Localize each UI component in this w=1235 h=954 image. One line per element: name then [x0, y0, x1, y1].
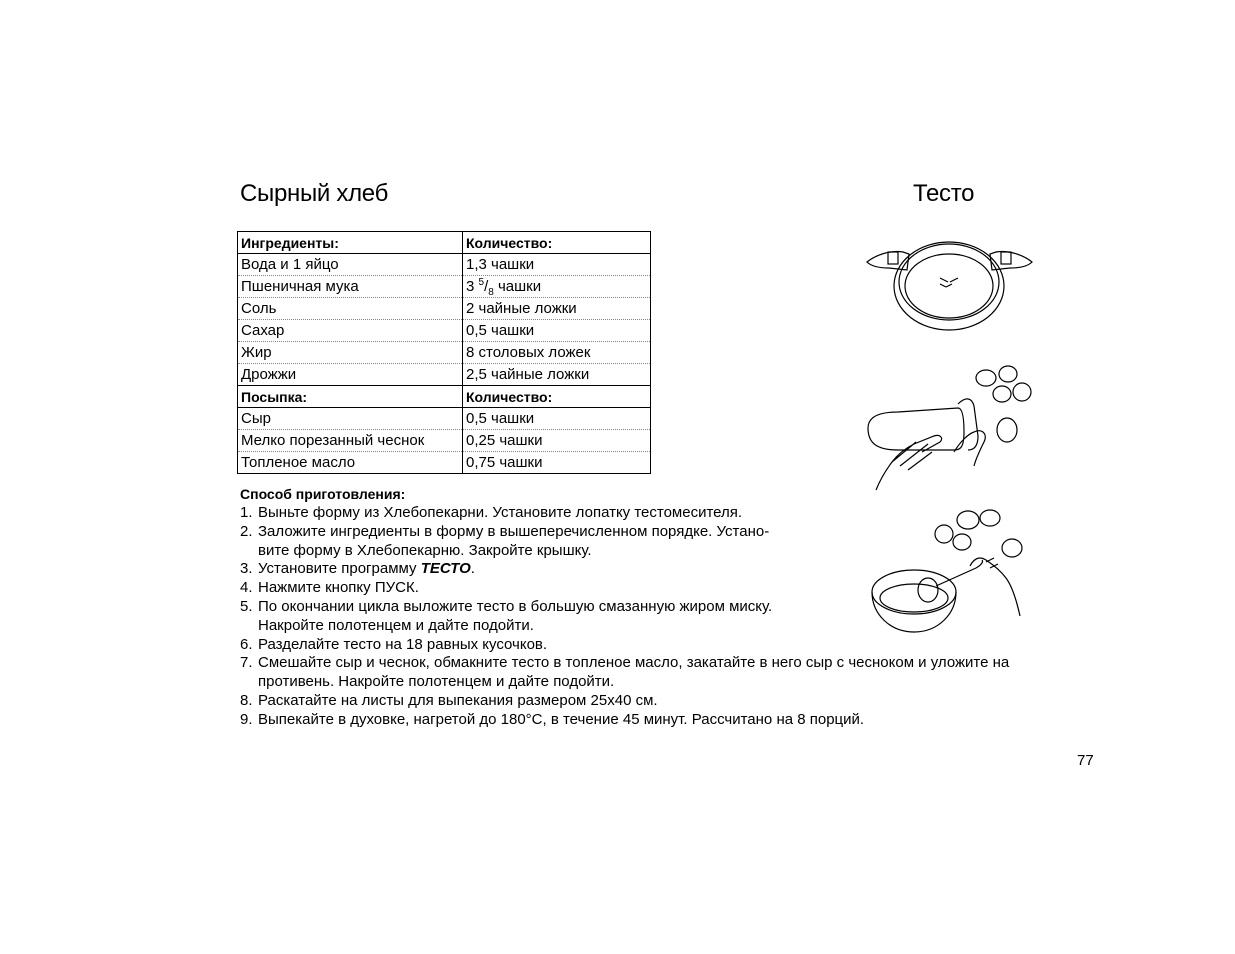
table-row: [238, 298, 651, 320]
table-row: [238, 430, 651, 452]
ingredient-amount: 1,3 чашки: [463, 254, 651, 276]
amount-unit: чашки: [497, 277, 542, 295]
ingredient-name: Соль: [238, 298, 463, 320]
topping-name: Сыр: [238, 408, 463, 430]
table-row: [238, 364, 651, 386]
ingredient-name: Пшеничная мука: [238, 276, 463, 298]
amount-header: Количество:: [463, 232, 651, 254]
ingredients-header: Ингредиенты:: [238, 232, 463, 254]
step-number: 5.: [240, 597, 253, 615]
step-text: Смешайте сыр и чеснок, обмакните тесто в топленое масло, закатайте в него сыр с чесноком и уложите на: [258, 654, 1010, 672]
table-row: [238, 276, 651, 298]
ingredient-name: Сахар: [238, 320, 463, 342]
page-number: 77: [1077, 752, 1094, 769]
step-text: Выпекайте в духовке, нагретой до 180°C, в течение 45 минут. Рассчитано на 8 порций.: [258, 710, 865, 728]
ingredient-amount: 0,5 чашки: [463, 320, 651, 342]
step-item: [240, 711, 1009, 730]
ingredient-name: Дрожжи: [238, 364, 463, 386]
table-row: [238, 452, 651, 474]
bread-pan-illustration: [862, 222, 1037, 340]
topping-amount: 0,25 чашки: [463, 430, 651, 452]
step-text: Заложите ингредиенты в форму в вышеперечисленном порядке. Устано-: [258, 522, 770, 540]
step-item: [240, 692, 1009, 711]
step-number: 6.: [240, 635, 253, 653]
step-text: Раскатайте на листы для выпекания размером 25x40 см.: [258, 691, 658, 709]
step-number: 2.: [240, 522, 253, 540]
step-number: 8.: [240, 691, 253, 709]
ingredient-name: Вода и 1 яйцо: [238, 254, 463, 276]
topping-amount-header: Количество:: [463, 386, 651, 408]
step-text: Выньте форму из Хлебопекарни. Установите лопатку тестомесителя.: [258, 504, 743, 521]
step-text: Разделайте тесто на 18 равных кусочков.: [258, 635, 548, 653]
topping-name: Мелко порезанный чеснок: [238, 430, 463, 452]
topping-header: Посыпка:: [238, 386, 463, 408]
step-number: 3.: [240, 560, 253, 578]
ingredient-name: Жир: [238, 342, 463, 364]
topping-header-row: [238, 386, 651, 408]
step-number: 9.: [240, 710, 253, 728]
ingredient-amount: 2 чайные ложки: [463, 298, 651, 320]
fraction-numerator: 5: [478, 276, 485, 288]
table-row: [238, 320, 651, 342]
step-text-cont: вите форму в Хлебопекарню. Закройте крышку.: [258, 541, 592, 559]
ingredient-amount: 3 $^5/_8$ чашки: [463, 276, 651, 298]
step-text: Нажмите кнопку ПУСК.: [258, 579, 419, 597]
table-row: [238, 254, 651, 276]
step-number: 4.: [240, 579, 253, 597]
step-item: [240, 636, 1009, 655]
step-text: Установите программу: [258, 560, 421, 578]
topping-amount: 0,5 чашки: [463, 408, 651, 430]
topping-amount: 0,75 чашки: [463, 452, 651, 474]
step-text-cont: противень. Накройте полотенцем и дайте подойти.: [258, 673, 615, 691]
table-row: [238, 408, 651, 430]
ingredient-amount: 2,5 чайные ложки: [463, 364, 651, 386]
table-header-row: [238, 232, 651, 254]
ingredients-table: [237, 231, 651, 474]
section-title: Тесто: [913, 180, 975, 207]
fraction-denominator: 8: [488, 286, 494, 298]
step-item: [240, 654, 1009, 692]
table-row: [238, 342, 651, 364]
recipe-title: Сырный хлеб: [240, 180, 389, 207]
dough-bowl-illustration: [862, 506, 1037, 636]
step-text: По окончании цикла выложите тесто в большую смазанную жиром миску.: [258, 597, 773, 615]
dough-dividing-illustration: [862, 362, 1037, 492]
ingredient-amount: 8 столовых ложек: [463, 342, 651, 364]
step-number: 7.: [240, 654, 253, 672]
program-name: ТЕСТО: [420, 560, 471, 578]
step-number: 1.: [240, 504, 253, 521]
step-suffix: .: [470, 560, 475, 578]
method-heading: Способ приготовления:: [240, 486, 406, 502]
topping-name: Топленое масло: [238, 452, 463, 474]
step-text-cont: Накройте полотенцем и дайте подойти.: [258, 616, 534, 634]
amount-whole: 3: [466, 277, 475, 295]
